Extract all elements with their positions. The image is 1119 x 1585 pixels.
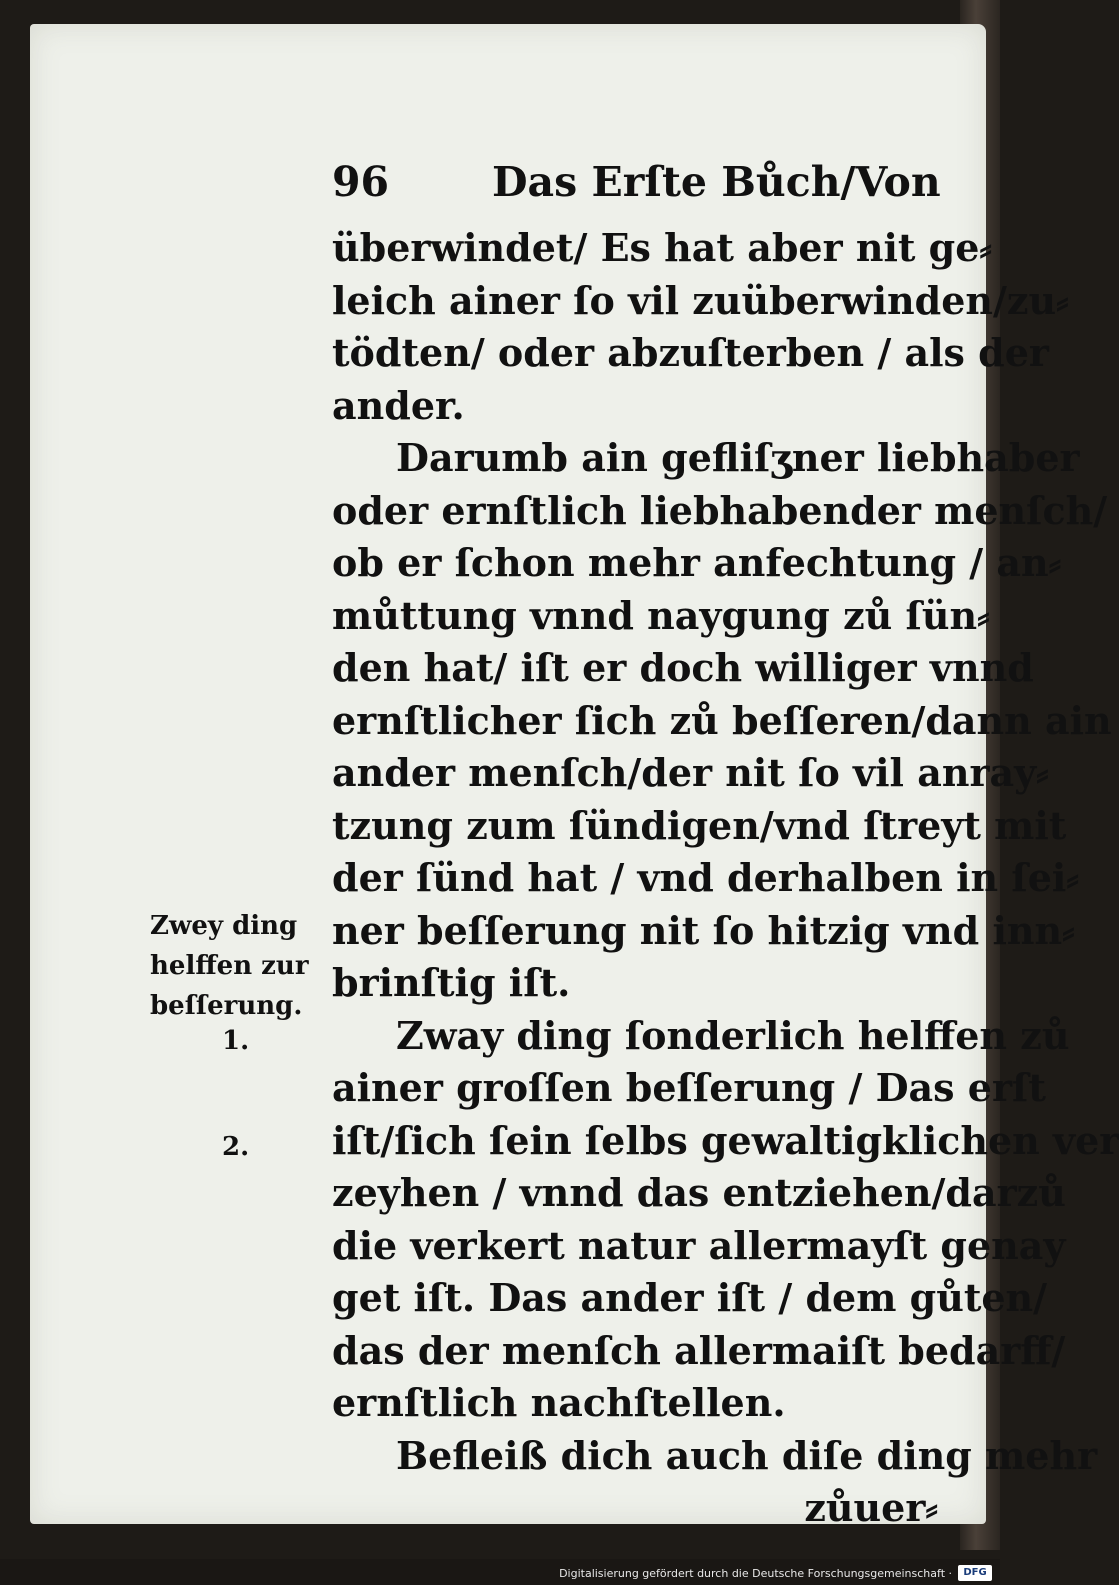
text-line <box>332 327 1049 380</box>
text-line <box>332 1062 1046 1115</box>
line-text: můttung vnnd naygung zů ſün⸗ <box>332 592 990 638</box>
text-line <box>332 1325 1066 1378</box>
line-text: oder ernſtlich liebhabender menſch/ <box>332 487 1108 533</box>
text-line <box>332 642 1034 695</box>
line-text: ainer groſſen beſſerung / Das erſt <box>332 1065 1046 1110</box>
line-text: der ſünd hat / vnd derhalben in ſei⸗ <box>332 855 1080 900</box>
text-line <box>332 222 993 275</box>
text-line <box>332 747 1049 800</box>
footer-bar <box>0 1559 1000 1585</box>
line-text: die verkert natur allermayſt genay <box>332 1222 1066 1268</box>
line-text: tzung zum ſündigen/vnd ſtreyt mit <box>332 802 1067 848</box>
text-line <box>332 1010 1070 1063</box>
marginal-line <box>150 906 325 946</box>
dfg-logo: DFG <box>958 1565 992 1581</box>
line-text: Befleiß dich auch diſe ding mehr <box>396 1432 1098 1478</box>
marginal-line <box>150 986 325 1026</box>
line-text: iſt/ſich ſein ſelbs gewaltigklichen ver <box>332 1117 1119 1163</box>
line-text: Zway ding ſonderlich helffen zů <box>396 1012 1070 1058</box>
text-line <box>332 537 1062 590</box>
marginal-text: Zwey ding <box>150 911 298 941</box>
line-text: brinſtig iſt. <box>332 960 571 1005</box>
text-line <box>332 905 1075 958</box>
line-text: tödten/ oder abzuſterben / als der <box>332 330 1049 375</box>
line-text: das der menſch allermaiſt bedarff/ <box>332 1327 1066 1373</box>
marginal-text: helffen zur <box>150 951 309 981</box>
line-text: ander menſch/der nit ſo vil anray⸗ <box>332 750 1049 795</box>
catchword-text: zůuer⸗ <box>804 1485 938 1530</box>
marginal-line <box>150 946 325 986</box>
page-number: 96 <box>332 158 390 206</box>
marginal-text: beſſerung. <box>150 991 303 1021</box>
text-line <box>332 1377 938 1430</box>
catchword <box>332 1482 938 1535</box>
line-text: get iſt. Das ander iſt / dem gůten/ <box>332 1275 1048 1320</box>
line-text: Darumb ain gefliſʒner liebhaber <box>396 435 1080 480</box>
body-text <box>332 222 1119 1535</box>
text-line <box>332 957 938 1010</box>
running-title: Das Erſte Bůch/Von <box>492 158 941 206</box>
text-line <box>332 590 990 643</box>
page-header <box>332 158 941 208</box>
text-line <box>332 695 1112 748</box>
line-text: ander. <box>332 382 465 428</box>
text-line <box>332 1272 1048 1325</box>
line-text: ner beſſerung nit ſo hitzig vnd inn⸗ <box>332 907 1075 953</box>
text-line <box>332 1167 1066 1220</box>
text-line <box>332 485 1108 538</box>
text-line <box>332 1115 1119 1168</box>
text-line <box>332 380 938 433</box>
marginal-note <box>150 906 325 1026</box>
marginal-number-2: 2. <box>222 1132 250 1162</box>
text-line <box>332 1220 1066 1273</box>
line-text: den hat/ iſt er doch williger vnnd <box>332 645 1034 690</box>
line-text: ernſtlich nachſtellen. <box>332 1380 786 1425</box>
line-text: überwindet/ Es hat aber nit ge⸗ <box>332 225 993 270</box>
text-line <box>332 800 1067 853</box>
footer-credit: Digitalisierung gefördert durch die Deutsche Forschungsgemeinschaft · <box>559 1567 952 1580</box>
line-text: leich ainer ſo vil zuüberwinden/zu⸗ <box>332 277 1069 323</box>
marginal-number-1: 1. <box>222 1026 250 1056</box>
text-line <box>332 432 1080 485</box>
line-text: ernſtlicher ſich zů beſſeren/dann ain <box>332 697 1112 743</box>
text-line <box>332 852 1080 905</box>
line-text: ob er ſchon mehr anfechtung / an⸗ <box>332 540 1062 585</box>
text-line <box>332 275 1069 328</box>
text-line <box>332 1430 1098 1483</box>
line-text: zeyhen / vnnd das entziehen/darzů <box>332 1170 1066 1215</box>
